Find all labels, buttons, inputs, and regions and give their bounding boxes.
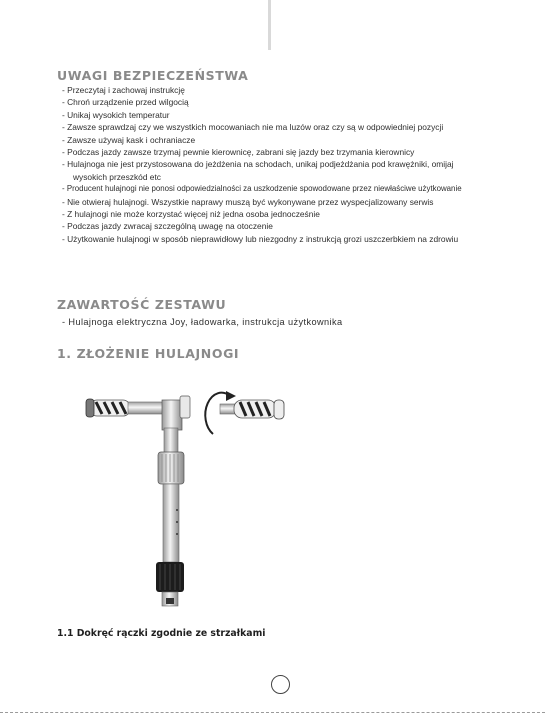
safety-item-continuation: wysokich przeszkód etc	[73, 171, 161, 182]
safety-item: - Nie otwieraj hulajnogi. Wszystkie naprawy muszą być wykonywane przez wyspecjalizowany serwis	[62, 196, 434, 207]
safety-item: - Unikaj wysokich temperatur	[62, 109, 170, 120]
bottom-dashed-rule	[0, 712, 545, 713]
safety-item: - Chroń urządzenie przed wilgocią	[62, 97, 189, 108]
figure-caption: 1.1 Dokręć rączki zgodnie ze strzałkami	[57, 628, 266, 639]
safety-item: - Producent hulajnogi nie ponosi odpowiedzialności za uszkodzenie spowodowane przez niewłaściwe użytkowanie	[62, 184, 462, 194]
right-grip	[220, 400, 284, 419]
safety-list	[62, 84, 532, 245]
safety-item: - Zawsze sprawdzaj czy we wszystkich mocowaniach nie ma luzów oraz czy są w odpowiedniej pozycji	[62, 122, 444, 133]
safety-item: - Hulajnoga nie jest przystosowana do jeżdżenia na schodach, unikaj podjeżdżania pod krawężniki, omijaj	[62, 159, 454, 170]
page-number-circle	[271, 675, 290, 694]
contents-heading: ZAWARTOŚĆ ZESTAWU	[57, 297, 227, 312]
contents-text: - Hulajnoga elektryczna Joy, ładowarka, instrukcja użytkownika	[62, 317, 343, 327]
safety-item: - Z hulajnogi nie może korzystać więcej niż jedna osoba jednocześnie	[62, 209, 320, 220]
safety-item: - Przeczytaj i zachowaj instrukcję	[62, 85, 185, 95]
safety-item: - Zawsze używaj kask i ochraniacze	[62, 134, 196, 145]
safety-item: - Podczas jazdy zwracaj szczególną uwagę na otoczenie	[62, 221, 273, 232]
safety-heading: UWAGI BEZPIECZEŃSTWA	[57, 68, 249, 83]
left-grip	[86, 399, 130, 417]
safety-item: - Użytkowanie hulajnogi w sposób nieprawidłowy lub niezgodny z instrukcją grozi uszczerbkiem na zdrowiu	[62, 233, 459, 244]
safety-item: - Podczas jazdy zawsze trzymaj pewnie kierownicę, zabrani się jazdy bez trzymania kierownicy	[62, 147, 415, 158]
assembly-heading: 1. ZŁOŻENIE HULAJNOGI	[57, 346, 240, 361]
handlebar-assembly-illustration	[80, 388, 310, 618]
top-center-line	[268, 0, 271, 50]
